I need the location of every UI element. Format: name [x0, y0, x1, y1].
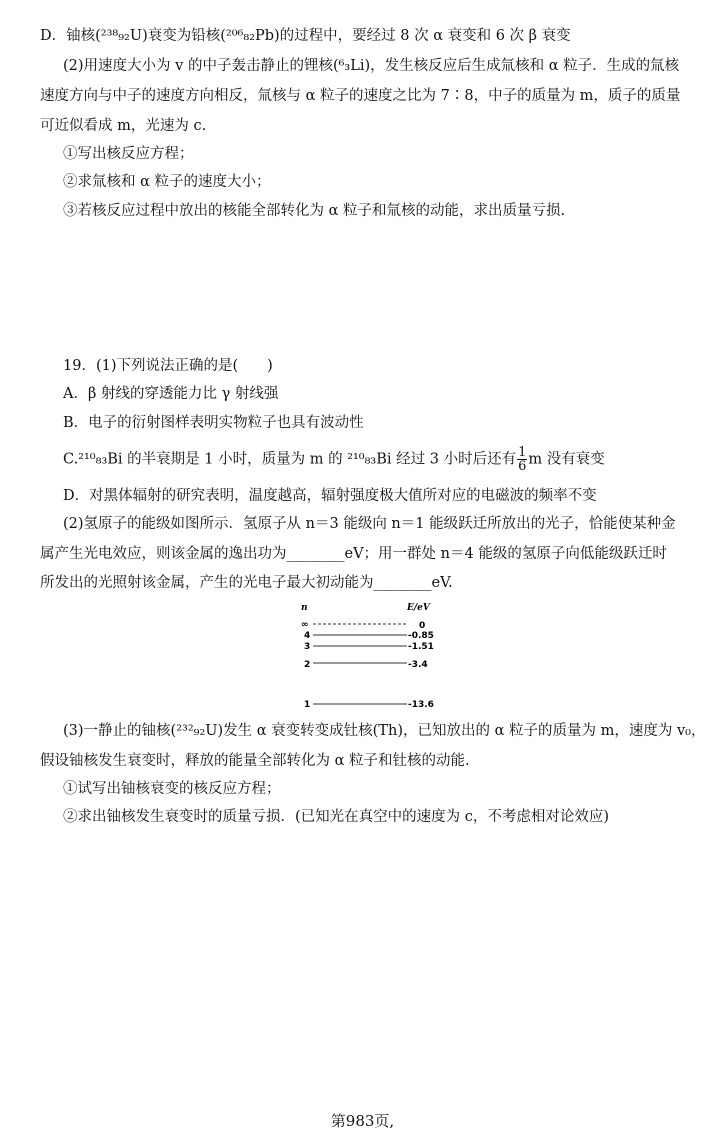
q19-part3-sub1: ①试写出铀核衰变的核反应方程；: [63, 781, 281, 797]
sub-question-2: ②求氚核和 α 粒子的速度大小；: [63, 174, 271, 190]
option-c: [63, 446, 723, 473]
q19-part3-sub2: ②求出铀核发生衰变时的质量亏损．(已知光在真空中的速度为 c，不考虑相对论效应): [63, 809, 610, 825]
axis-n-label: n: [301, 603, 308, 613]
option-d-uranium: D．铀核(²³⁸₉₂U)衰变为铅核(²⁰⁶₈₂Pb)的过程中，要经过 8 次 α 衰变和 6 次 β 衰变: [40, 28, 571, 44]
q19-part2-line1: (2)氢原子的能级如图所示．氢原子从 n＝3 能级向 n＝1 能级跃迁所放出的光子，恰能使某种金: [63, 516, 676, 532]
q19-part2-line2: 属产生光电效应，则该金属的逸出功为________eV；用一群处 n＝4 能级的氢原子向低能级跃迁时: [40, 546, 667, 562]
energy-level-diagram: [295, 600, 445, 712]
sub-question-3: ③若核反应过程中放出的核能全部转化为 α 粒子和氚核的动能，求出质量亏损.: [63, 203, 566, 219]
q-part2-line3: 可近似看成 m，光速为 c.: [40, 118, 207, 134]
q19-part3-line1: (3)一静止的铀核(²³²₉₂U)发生 α 衰变转变成钍核(Th)，已知放出的 α 粒子的质量为 m，速度为 v₀，: [63, 723, 706, 739]
level-4-e: -0.85: [408, 631, 434, 641]
axis-e-label: E/eV: [407, 603, 430, 613]
level-1-e: -13.6: [408, 700, 434, 710]
level-2-e: -3.4: [408, 660, 428, 670]
level-inf-n: ∞: [301, 620, 309, 630]
option-c-text: C.²¹⁰₈₃Bi 的半衰期是 1 小时，质量为 m 的 ²¹⁰₈₃Bi 经过 3 小时后还有: [63, 451, 517, 468]
q-part2-line1: (2)用速度大小为 v 的中子轰击静止的锂核(⁶₃Li)，发生核反应后生成氚核和 α 粒子．生成的氚核: [63, 58, 680, 74]
q19-part2-line3: 所发出的光照射该金属，产生的光电子最大初动能为________eV.: [40, 575, 453, 591]
page-number: 第983页,: [330, 1112, 395, 1130]
fraction-one-sixth: [517, 446, 527, 473]
q-part2-line2: 速度方向与中子的速度方向相反，氚核与 α 粒子的速度之比为 7∶8，中子的质量为 m，质子的质量: [40, 88, 681, 104]
fraction-numerator: 1: [518, 445, 527, 460]
q19-part3-line2: 假设铀核发生衰变时，释放的能量全部转化为 α 粒子和钍核的动能.: [40, 753, 470, 769]
question-19-stem: 19．(1)下列说法正确的是( ): [63, 358, 273, 374]
level-1-n: 1: [304, 700, 311, 710]
fraction-denominator: 6: [518, 459, 527, 474]
level-3-e: -1.51: [408, 642, 434, 652]
level-4-n: 4: [304, 631, 311, 641]
option-b: B．电子的衍射图样表明实物粒子也具有波动性: [63, 415, 364, 431]
option-c-tail: m 没有衰变: [528, 451, 605, 468]
option-d: D．对黑体辐射的研究表明，温度越高，辐射强度极大值所对应的电磁波的频率不变: [63, 488, 597, 504]
level-inf-e: 0: [419, 621, 426, 631]
option-a: A．β 射线的穿透能力比 γ 射线强: [63, 386, 279, 402]
level-3-n: 3: [304, 642, 311, 652]
sub-question-1: ①写出核反应方程；: [63, 146, 194, 162]
level-2-n: 2: [304, 660, 311, 670]
